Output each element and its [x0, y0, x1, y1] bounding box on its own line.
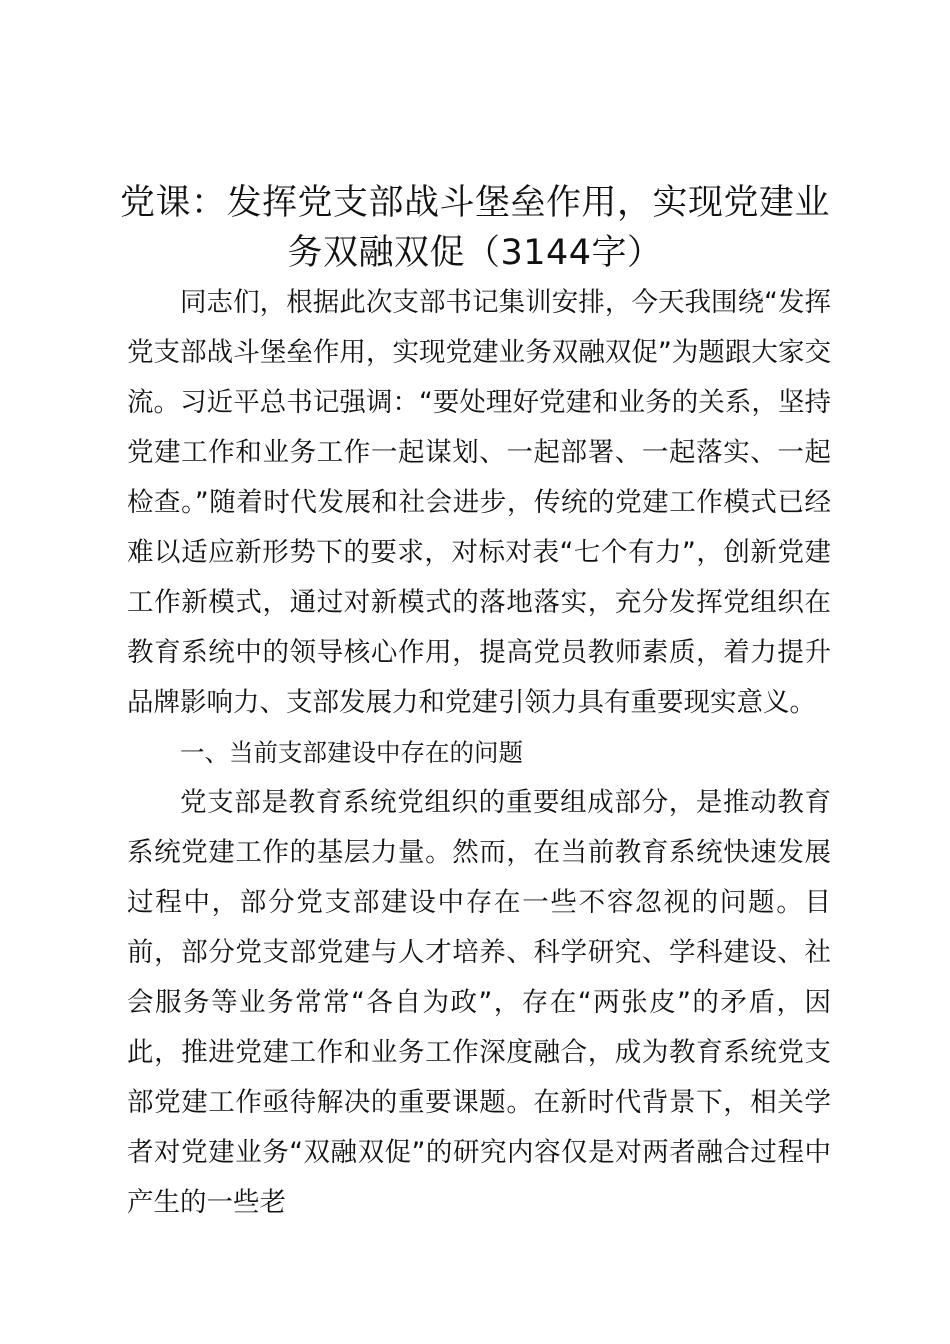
intro-paragraph: 同志们，根据此次支部书记集训安排，今天我围绕“发挥党支部战斗堡垒作用，实现党建业务双融双促”为题跟大家交流。习近平总书记强调：“要处理好党建和业务的关系，坚持党建工作和业务工作一起谋划、一起部署、一起落实、一起检查。”随着时代发展和社会进步，传统的党建工作模式已经难以适应新形势下的要求，对标对表“七个有力”，创新党建工作新模式，通过对新模式的落地落实，充分发挥党组织在教育系统中的领导核心作用，提高党员教师素质，着力提升品牌影响力、支部发展力和党建引领力具有重要现实意义。	[127, 287, 831, 718]
section-heading: 一、当前支部建设中存在的问题	[180, 738, 523, 767]
document-title: 党课：发挥党支部战斗堡垒作用，实现党建业务双融双促（3144字）	[119, 183, 830, 273]
body-paragraph: 党支部是教育系统党组织的重要组成部分，是推动教育系统党建工作的基层力量。然而，在当前教育系统快速发展过程中，部分党支部建设中存在一些不容忽视的问题。目前，部分党支部党建与人才培养、科学研究、学科建设、社会服务等业务常常“各自为政”，存在“两张皮”的矛盾，因此，推进党建工作和业务工作深度融合，成为教育系统党支部党建工作亟待解决的重要课题。在新时代背景下，相关学者对党建业务“双融双促”的研究内容仅是对两者融合过程中产生的一些老	[127, 787, 831, 1218]
document-body	[127, 278, 831, 1228]
